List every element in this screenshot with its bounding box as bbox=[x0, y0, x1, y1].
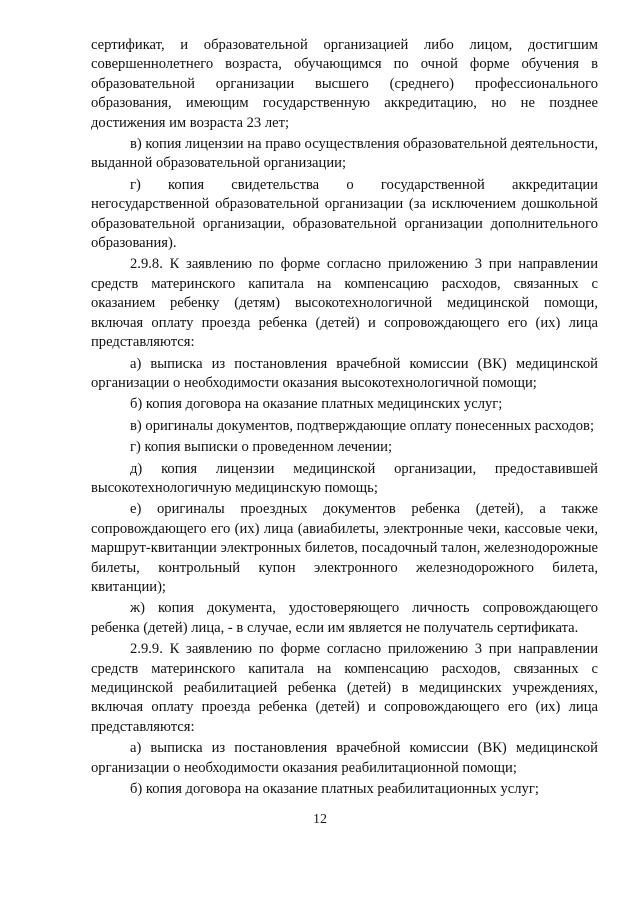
paragraph-item-a-vk-extract: а) выписка из постановления врачебной комиссии (ВК) медицинской организации о необходимости оказания высокотехнологичной помощи; bbox=[91, 355, 598, 391]
paragraph-item-b-rehab-contract: б) копия договора на оказание платных реабилитационных услуг; bbox=[130, 781, 539, 798]
paragraph-item-v-originals: в) оригиналы документов, подтверждающие оплату понесенных расходов; bbox=[130, 417, 595, 434]
paragraph-item-g-discharge: г) копия выписки о проведенном лечении; bbox=[130, 439, 393, 456]
paragraph-item-d-medical-license: д) копия лицензии медицинской организации, предоставившей высокотехнологичную медицинскую помощь; bbox=[91, 460, 598, 496]
paragraph-continuation: сертификат, и образовательной организацией либо лицом, достигшим совершеннолетнего возраста, обучающимся по очной форме обучения в образовательной организации высшего (среднего) профессионального образования, имеющим государственную аккредитацию, но не позднее достижения им возраста 23 лет; bbox=[91, 37, 598, 131]
paragraph-item-v-license: в) копия лицензии на право осуществления образовательной деятельности, выданной образовательной организации; bbox=[91, 136, 598, 172]
paragraph-item-a-rehab-vk: а) выписка из постановления врачебной комиссии (ВК) медицинской организации о необходимости оказания реабилитационной помощи; bbox=[91, 740, 598, 776]
paragraph-item-e-travel-docs: е) оригиналы проездных документов ребенка (детей), а также сопровождающего его (их) лица (авиабилеты, электронные чеки, кассовые чеки, маршрут-квитанции электронных билетов, посадочный талон, железнодорожные билеты, контрольный купон электронного железнодорожного билета, квитанции); bbox=[91, 501, 598, 595]
paragraph-item-zh-id-document: ж) копия документа, удостоверяющего личность сопровождающего ребенка (детей) лица, - в случае, если им является не получатель сертификата. bbox=[91, 600, 598, 636]
paragraph-item-g-accreditation: г) копия свидетельства о государственной аккредитации негосударственной образовательной организации (за исключением дошкольной образовательной организации, образовательной организации дополнительного образования). bbox=[91, 176, 598, 252]
paragraph-item-b-contract: б) копия договора на оказание платных медицинских услуг; bbox=[130, 396, 503, 413]
paragraph-section-2-9-8: 2.9.8. К заявлению по форме согласно приложению 3 при направлении средств материнского капитала на компенсацию расходов, связанных с оказанием ребенку (детям) высокотехнологичной медицинской помощи, включая оплату проезда ребенка (детей) и сопровождающего его (их) лица представляются: bbox=[91, 256, 598, 351]
page-number: 12 bbox=[313, 812, 327, 827]
paragraph-section-2-9-9: 2.9.9. К заявлению по форме согласно приложению 3 при направлении средств материнского капитала на компенсацию расходов, связанных с медицинской реабилитацией ребенка (детей) в медицинских учреждениях, включая оплату проезда ребенка (детей) и сопровождающего его (их) лица представляются: bbox=[91, 641, 598, 735]
